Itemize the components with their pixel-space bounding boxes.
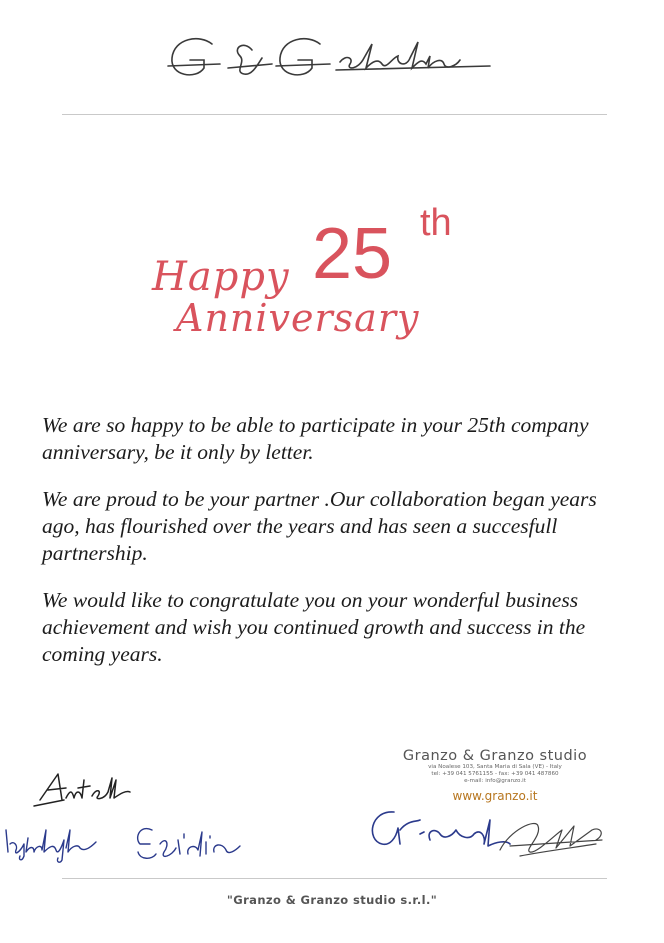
anniversary-greeting <box>140 200 510 370</box>
footer-divider <box>62 878 607 879</box>
footer-company: "Granzo & Granzo studio s.r.l." <box>226 893 438 907</box>
header-divider <box>62 114 607 115</box>
letter-body <box>42 412 612 688</box>
company-website: www.granzo.it <box>452 789 538 803</box>
signatures-left <box>0 760 300 870</box>
signature-ricci <box>360 800 620 870</box>
studio-logo <box>160 28 510 88</box>
greeting-happy: Happy <box>152 254 290 300</box>
company-email: e-mail: info@granzo.it <box>464 778 526 784</box>
letter-paragraph: We are proud to be your partner .Our collaboration began years ago, has flourished over the years and has seen a succesfull partnership. <box>42 487 597 565</box>
signature-lyubomyla <box>6 830 96 862</box>
greeting-number: 25 <box>312 214 393 294</box>
company-phone: tel: +39 041 5761155 - fax: +39 041 487860 <box>431 771 559 777</box>
signature-egidio <box>138 829 240 859</box>
greeting-anniversary: Anniversary <box>176 296 420 340</box>
signature-antonella <box>34 774 130 806</box>
letter-paragraph: We would like to congratulate you on your wonderful business achievement and wish you continued growth and success in the coming years. <box>42 588 586 666</box>
company-name: Granzo & Granzo studio <box>402 748 588 764</box>
greeting-suffix: th <box>420 202 452 244</box>
letter-paragraph: We are so happy to be able to participate in your 25th company anniversary, be it only by letter. <box>42 413 589 464</box>
company-info <box>390 748 600 803</box>
company-address: via Noalese 103, Santa Maria di Sala (VE) - Italy <box>428 764 562 770</box>
